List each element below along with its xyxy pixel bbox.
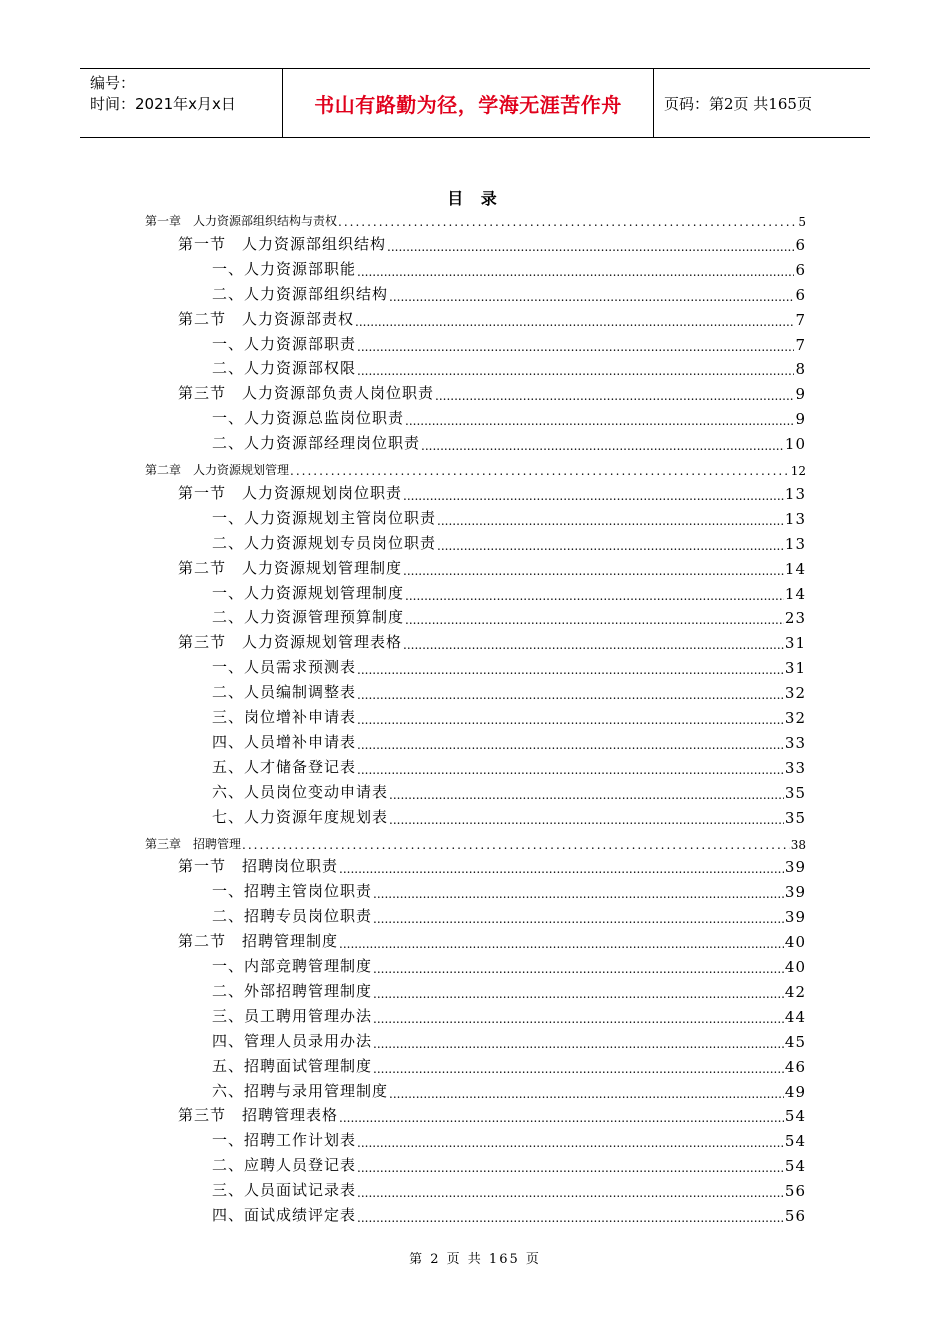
toc-leader-dots [357, 713, 784, 727]
toc-entry-label: 一、人力资源规划管理制度 [212, 583, 405, 602]
toc-entry[interactable] [212, 358, 806, 378]
toc-entry[interactable] [212, 956, 806, 976]
toc-entry[interactable] [212, 981, 806, 1001]
toc-entry-label: 第二节 人力资源部责权 [178, 309, 355, 328]
toc-entry[interactable] [212, 1031, 806, 1051]
toc-entry[interactable] [212, 408, 806, 428]
toc-entry[interactable] [178, 1105, 806, 1125]
toc-entry[interactable] [178, 483, 806, 503]
toc-entry-label: 七、人力资源年度规划表 [212, 807, 389, 826]
toc-entry[interactable] [212, 881, 806, 901]
toc-entry-label: 二、人力资源部经理岗位职责 [212, 434, 421, 453]
toc-entry-page: 54 [784, 1107, 806, 1126]
toc-entry-label: 三、人员面试记录表 [212, 1181, 357, 1200]
toc-entry[interactable] [178, 558, 806, 578]
toc-leader-dots [437, 539, 784, 553]
toc-entry-label: 一、招聘主管岗位职责 [212, 882, 373, 901]
toc-entry[interactable] [212, 259, 806, 279]
toc-entry-label: 第一节 招聘岗位职责 [178, 857, 339, 876]
toc-entry-page: 13 [784, 509, 806, 528]
toc-entry-label: 第一章 人力资源部组织结构与责权 [145, 214, 338, 228]
toc-entry-page: 7 [795, 335, 806, 354]
toc-entry-label: 第三节 人力资源规划管理表格 [178, 633, 403, 652]
page-header [80, 68, 870, 138]
header-meta [80, 69, 282, 137]
toc-entry[interactable] [178, 856, 806, 876]
toc-entry[interactable] [212, 707, 806, 727]
toc-entry-label: 一、人员需求预测表 [212, 658, 357, 677]
toc-leader-dots [403, 638, 784, 652]
toc-leader-dots [373, 962, 784, 976]
toc-entry-page: 33 [784, 733, 806, 752]
toc-entry-page: 39 [784, 908, 806, 927]
toc-entry-page: 5 [798, 215, 806, 229]
toc-leader-dots [357, 265, 794, 279]
toc-entry-label: 第三章 招聘管理 [145, 836, 242, 851]
toc-entry-page: 8 [795, 360, 806, 379]
toc-entry-page: 40 [784, 933, 806, 952]
toc-entry-label: 一、人力资源总监岗位职责 [212, 409, 405, 428]
header-motto: 书山有路勤为径，学海无涯苦作舟 [314, 92, 622, 117]
toc-entry-label: 二、应聘人员登记表 [212, 1156, 357, 1175]
toc-entry[interactable] [145, 832, 806, 852]
toc-leader-dots [387, 240, 794, 254]
header-motto-cell [282, 69, 654, 137]
toc-leader-dots [403, 489, 784, 503]
toc-leader-dots [373, 1062, 784, 1076]
page-footer: 第 2 页 共 165 页 [409, 1252, 541, 1267]
toc-entry-label: 三、员工聘用管理办法 [212, 1006, 373, 1025]
toc-entry[interactable] [212, 807, 806, 827]
toc-entry-label: 三、岗位增补申请表 [212, 708, 357, 726]
toc-entry-label: 第一节 人力资源部组织结构 [178, 234, 387, 253]
toc-entry-label: 第三节 人力资源部负责人岗位职责 [178, 384, 435, 403]
toc-leader-dots [405, 414, 794, 428]
toc-entry[interactable] [178, 632, 806, 652]
toc-entry-label: 二、人力资源部组织结构 [212, 284, 389, 303]
toc-leader-dots [357, 1186, 784, 1200]
toc-entry-page: 44 [784, 1007, 806, 1026]
toc-entry[interactable] [212, 508, 806, 528]
toc-entry-page: 12 [790, 464, 806, 478]
toc-entry-page: 6 [795, 260, 806, 279]
toc-entry-label: 二、人力资源部权限 [212, 359, 357, 378]
toc-entry-page: 38 [790, 837, 806, 852]
toc-entry-page: 14 [784, 584, 806, 603]
toc-leader-dots [338, 215, 797, 229]
toc-entry-page: 31 [784, 634, 806, 653]
toc-leader-dots [357, 663, 784, 677]
toc-entry[interactable] [212, 906, 806, 926]
toc-entry-page: 7 [795, 310, 806, 329]
toc-entry-page: 9 [795, 385, 806, 404]
toc-leader-dots [357, 763, 784, 777]
toc-entry-label: 六、招聘与录用管理制度 [212, 1081, 389, 1100]
document-number: 编号： [90, 74, 136, 92]
toc-leader-dots [357, 738, 784, 752]
toc-entry[interactable] [212, 533, 806, 553]
toc-entry-page: 56 [784, 1182, 806, 1201]
toc-entry-page: 9 [795, 410, 806, 429]
toc-leader-dots [357, 1211, 784, 1225]
toc-entry[interactable] [212, 607, 806, 627]
toc-entry-label: 一、人力资源部职责 [212, 334, 357, 353]
toc-entry-page: 56 [784, 1207, 806, 1225]
toc-leader-dots [339, 862, 784, 876]
toc-entry-page: 46 [784, 1057, 806, 1076]
toc-entry-label: 一、内部竞聘管理制度 [212, 957, 373, 975]
toc-leader-dots [357, 340, 794, 354]
toc-leader-dots [373, 887, 784, 901]
toc-leader-dots [373, 987, 784, 1001]
toc-entry[interactable] [212, 1006, 806, 1026]
toc-entry-page: 33 [784, 758, 806, 777]
toc-entry[interactable] [145, 458, 806, 478]
toc-leader-dots [355, 315, 794, 329]
toc-entry-page: 31 [784, 659, 806, 678]
toc-entry[interactable] [212, 1081, 806, 1101]
toc-leader-dots [421, 439, 784, 453]
toc-entry[interactable] [212, 433, 806, 453]
toc-entry-page: 35 [784, 783, 806, 802]
toc-leader-dots [437, 514, 784, 528]
toc-entry-label: 第一节 人力资源规划岗位职责 [178, 483, 403, 502]
toc-entry-label: 一、人力资源规划主管岗位职责 [212, 508, 437, 527]
toc-entry-label: 一、招聘工作计划表 [212, 1131, 357, 1150]
toc-leader-dots [339, 1111, 784, 1125]
toc-leader-dots [373, 912, 784, 926]
toc-entry-label: 第二节 招聘管理制度 [178, 932, 339, 951]
toc-leader-dots [389, 1087, 784, 1101]
toc-entry-page: 40 [784, 958, 806, 976]
toc-entry-page: 14 [784, 559, 806, 578]
toc-entry-label: 一、人力资源部职能 [212, 259, 357, 278]
toc-leader-dots [405, 589, 784, 603]
toc-entry-label: 六、人员岗位变动申请表 [212, 782, 389, 801]
toc-entry-page: 49 [784, 1082, 806, 1101]
toc-entry-page: 42 [784, 982, 806, 1001]
toc-entry[interactable] [178, 931, 806, 951]
toc-entry-label: 四、人员增补申请表 [212, 732, 357, 751]
toc-entry-label: 四、管理人员录用办法 [212, 1031, 373, 1050]
toc-entry-page: 23 [784, 609, 806, 628]
toc-entry[interactable] [212, 757, 806, 777]
toc-entry-page: 39 [784, 883, 806, 902]
toc-entry-label: 第二节 人力资源规划管理制度 [178, 558, 403, 577]
toc-entry-page: 45 [784, 1032, 806, 1051]
toc-entry-page: 35 [784, 808, 806, 827]
toc-entry-page: 32 [784, 709, 806, 727]
toc-entry[interactable] [212, 583, 806, 603]
toc-entry[interactable] [178, 234, 806, 254]
toc-entry[interactable] [212, 334, 806, 354]
toc-entry[interactable] [212, 1205, 806, 1225]
toc-leader-dots [389, 788, 784, 802]
toc-entry-label: 四、面试成绩评定表 [212, 1206, 357, 1224]
toc-leader-dots [290, 464, 790, 478]
toc-entry-page: 6 [795, 285, 806, 304]
toc-entry-page: 32 [784, 684, 806, 703]
toc-entry-page: 39 [784, 858, 806, 877]
toc-entry-page: 54 [784, 1132, 806, 1151]
toc-entry-label: 二、招聘专员岗位职责 [212, 907, 373, 926]
toc-entry[interactable] [212, 1180, 806, 1200]
toc-entry-label: 二、人员编制调整表 [212, 683, 357, 702]
toc-entry[interactable] [212, 657, 806, 677]
toc-entry[interactable] [212, 284, 806, 304]
toc-entry-page: 10 [784, 435, 806, 454]
toc-entry[interactable] [145, 209, 806, 229]
toc-entry-label: 二、人力资源管理预算制度 [212, 608, 405, 627]
toc-leader-dots [242, 838, 790, 852]
toc-leader-dots [389, 290, 794, 304]
toc-entry[interactable] [212, 682, 806, 702]
toc-leader-dots [357, 688, 784, 702]
toc-entry[interactable] [178, 309, 806, 329]
toc-entry[interactable] [212, 1056, 806, 1076]
toc-entry-page: 6 [795, 235, 806, 254]
toc-leader-dots [373, 1012, 784, 1026]
toc-leader-dots [339, 937, 784, 951]
toc-leader-dots [373, 1037, 784, 1051]
toc-entry-page: 54 [784, 1157, 806, 1176]
toc-title: 目 录 [447, 189, 503, 208]
toc-leader-dots [357, 1136, 784, 1150]
toc-entry[interactable] [212, 1130, 806, 1150]
toc-leader-dots [389, 813, 784, 827]
toc-entry[interactable] [178, 383, 806, 403]
toc-entry[interactable] [212, 732, 806, 752]
toc-leader-dots [435, 389, 794, 403]
toc-entry-label: 五、招聘面试管理制度 [212, 1056, 373, 1075]
toc-leader-dots [357, 1161, 784, 1175]
header-page-info: 页码：第2页 共165页 [664, 94, 812, 113]
toc-entry-label: 二、人力资源规划专员岗位职责 [212, 533, 437, 552]
toc-entry-label: 第三节 招聘管理表格 [178, 1106, 339, 1125]
toc-entry-label: 第二章 人力资源规划管理 [145, 463, 290, 477]
toc-entry-page: 13 [784, 484, 806, 503]
toc-entry-label: 五、人才储备登记表 [212, 757, 357, 776]
toc-entry-label: 二、外部招聘管理制度 [212, 981, 373, 1000]
toc-entry[interactable] [212, 1155, 806, 1175]
document-time: 时间：2021年x月x日 [90, 95, 236, 113]
toc-leader-dots [357, 364, 794, 378]
toc-entry-page: 13 [784, 534, 806, 553]
toc-entry[interactable] [212, 782, 806, 802]
toc-leader-dots [405, 613, 784, 627]
toc-leader-dots [403, 564, 784, 578]
